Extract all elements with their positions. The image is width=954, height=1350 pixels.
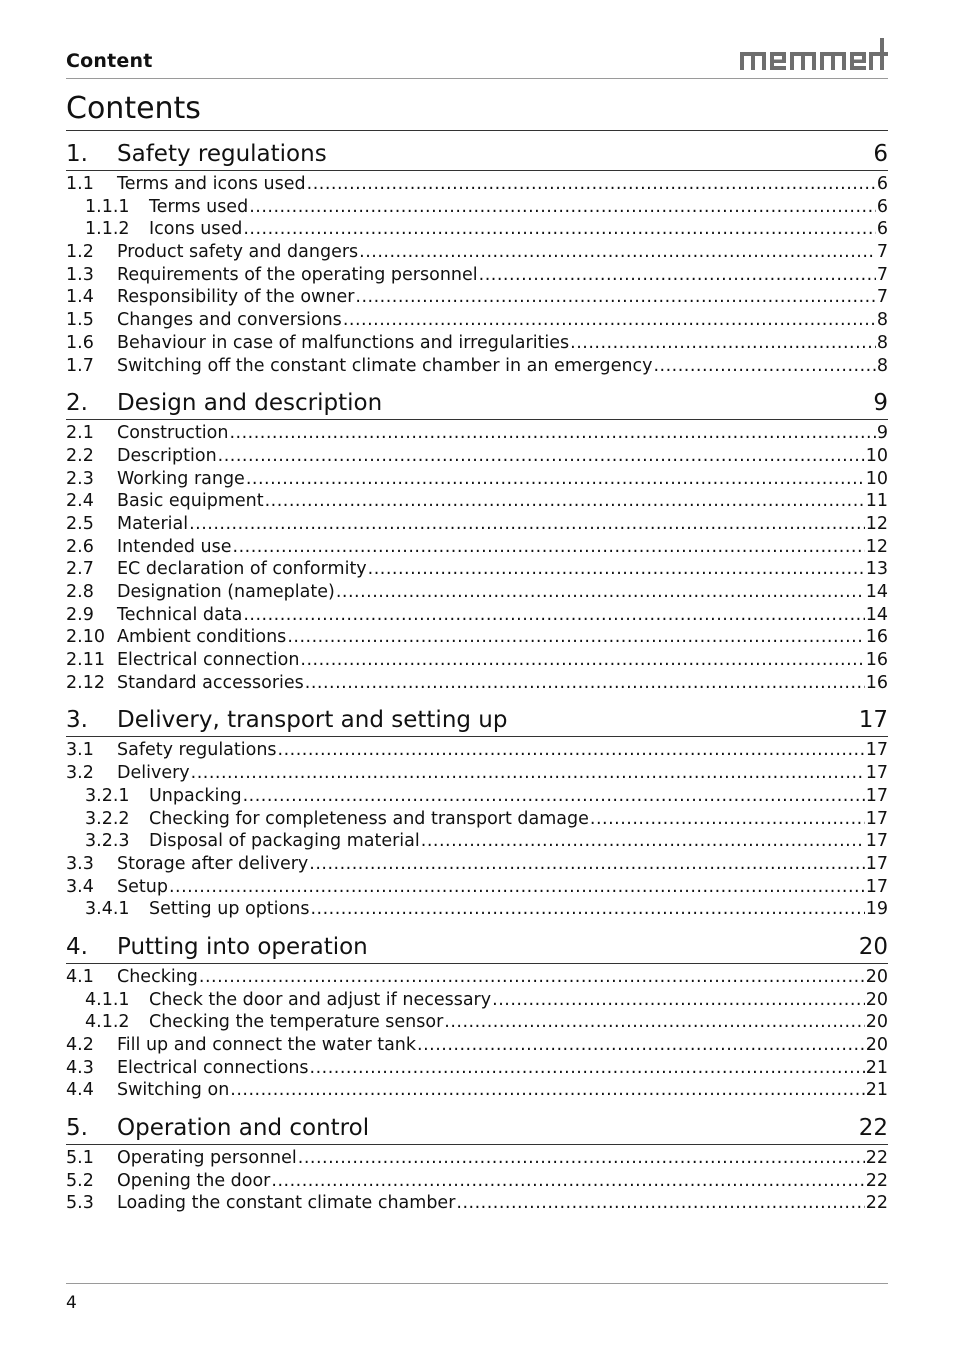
dot-leader (456, 1192, 864, 1215)
chapter-page: 17 (858, 707, 888, 734)
entry-title: Standard accessories (117, 672, 304, 693)
entry-page: 19 (865, 899, 888, 920)
toc-chapter (66, 704, 888, 921)
entry-page: 8 (876, 332, 888, 353)
entry-title: Opening the door (117, 1170, 271, 1191)
entry-number: 2.9 (66, 604, 94, 625)
entry-page: 12 (865, 513, 888, 534)
dot-leader (230, 1079, 864, 1102)
dot-leader (305, 672, 865, 695)
entry-page: 11 (865, 491, 888, 512)
dot-leader (570, 332, 876, 355)
toc-entry[interactable] (66, 264, 888, 287)
entry-number: 2.7 (66, 559, 94, 580)
dot-leader (336, 581, 865, 604)
entry-title: Disposal of packaging material (149, 831, 420, 852)
dot-leader (271, 1170, 864, 1193)
entry-page: 17 (865, 785, 888, 806)
toc-entry[interactable] (66, 468, 888, 491)
entry-number: 3.4 (66, 876, 94, 897)
dot-leader (310, 898, 864, 921)
toc-entry[interactable] (66, 1057, 888, 1080)
toc-chapter (66, 931, 888, 1102)
entry-title: Operating personnel (117, 1148, 297, 1169)
entry-number: 2.6 (66, 536, 94, 557)
chapter-heading[interactable] (66, 704, 888, 737)
entry-page: 13 (865, 559, 888, 580)
toc-entry[interactable] (66, 876, 888, 899)
entry-page: 17 (865, 831, 888, 852)
dot-leader (309, 853, 864, 876)
entry-title: Switching on (117, 1080, 230, 1101)
dot-leader (310, 1057, 865, 1080)
entry-page: 6 (876, 219, 888, 240)
chapter-title: Putting into operation (117, 933, 368, 960)
chapter-heading[interactable] (66, 931, 888, 964)
entry-title: Terms used (149, 196, 249, 217)
entry-page: 17 (865, 853, 888, 874)
entry-page: 7 (876, 242, 888, 263)
entry-page: 10 (865, 468, 888, 489)
chapter-heading[interactable] (66, 387, 888, 420)
chapter-heading[interactable] (66, 1112, 888, 1145)
entry-title: Setting up options (149, 899, 310, 920)
entry-page: 7 (876, 287, 888, 308)
entry-title: Safety regulations (117, 740, 277, 761)
entry-page: 17 (865, 740, 888, 761)
dot-leader (359, 241, 876, 264)
entry-page: 8 (876, 310, 888, 331)
entry-number: 1.2 (66, 242, 94, 263)
entry-page: 14 (865, 604, 888, 625)
entry-number: 1.5 (66, 310, 94, 331)
entry-number: 4.1.1 (85, 989, 130, 1010)
dot-leader (218, 445, 865, 468)
entry-page: 20 (865, 966, 888, 987)
toc-entry[interactable] (66, 853, 888, 876)
entry-title: Electrical connections (117, 1057, 309, 1078)
dot-leader (278, 739, 865, 762)
chapter-heading[interactable] (66, 138, 888, 171)
entry-title: Checking the temperature sensor (149, 1012, 444, 1033)
dot-leader (355, 286, 875, 309)
entry-page: 16 (865, 650, 888, 671)
entry-page: 20 (865, 1035, 888, 1055)
entry-number: 5.3 (66, 1193, 94, 1214)
entry-number: 2.11 (66, 650, 105, 671)
entry-page: 7 (876, 264, 888, 285)
entry-page: 20 (865, 989, 888, 1010)
dot-leader (243, 785, 865, 808)
entry-title: Check the door and adjust if necessary (149, 989, 492, 1010)
entry-title: Switching off the constant climate chamber in an emergency (117, 355, 653, 376)
entry-title: Electrical connection (117, 650, 300, 671)
toc-entry[interactable] (66, 672, 888, 695)
dot-leader (444, 1011, 864, 1034)
chapter-title: Safety regulations (117, 141, 327, 167)
chapter-page: 20 (858, 933, 888, 960)
entry-page: 17 (865, 876, 888, 897)
entry-title: Fill up and connect the water tank (117, 1035, 417, 1055)
entry-page: 6 (876, 174, 888, 194)
entry-page: 22 (865, 1170, 888, 1191)
entry-title: EC declaration of conformity (117, 559, 367, 580)
entry-number: 2.12 (66, 672, 105, 693)
entry-title: Construction (117, 423, 229, 444)
entry-number: 4.2 (66, 1035, 94, 1055)
entry-page: 21 (865, 1080, 888, 1101)
entry-title: Loading the constant climate chamber (117, 1193, 456, 1214)
toc-chapter (66, 138, 888, 377)
chapter-page: 22 (858, 1115, 888, 1142)
entry-number: 3.2.2 (85, 808, 130, 829)
chapter-page: 9 (873, 390, 888, 417)
entry-title: Material (117, 513, 189, 534)
entry-page: 17 (865, 808, 888, 829)
entry-title: Product safety and dangers (117, 242, 359, 263)
toc-entry[interactable] (66, 581, 888, 604)
memmert-logo (738, 36, 888, 80)
entry-page: 12 (865, 536, 888, 557)
dot-leader (191, 762, 865, 785)
toc-entry[interactable] (66, 785, 888, 808)
toc-entry[interactable] (66, 898, 888, 921)
dot-leader (298, 1147, 865, 1170)
entry-page: 17 (865, 763, 888, 784)
entry-number: 4.1.2 (85, 1012, 130, 1033)
dot-leader (421, 830, 865, 853)
toc-chapter (66, 1112, 888, 1215)
page-number: 4 (66, 1293, 77, 1313)
entry-title: Behaviour in case of malfunctions and irregularities (117, 332, 570, 353)
chapter-title: Delivery, transport and setting up (117, 707, 508, 734)
entry-page: 20 (865, 1012, 888, 1033)
chapter-number: 3. (66, 707, 88, 734)
entry-number: 2.4 (66, 491, 94, 512)
toc-entry[interactable] (66, 536, 888, 559)
entry-number: 4.1 (66, 966, 94, 987)
toc-entry[interactable] (66, 490, 888, 513)
entry-number: 3.2.3 (85, 831, 130, 852)
toc-entry[interactable] (66, 762, 888, 785)
entry-page: 21 (865, 1057, 888, 1078)
toc-entry[interactable] (66, 218, 888, 241)
entry-number: 5.2 (66, 1170, 94, 1191)
entry-number: 3.3 (66, 853, 94, 874)
entry-page: 10 (865, 445, 888, 466)
entry-number: 3.4.1 (85, 899, 130, 920)
entry-number: 2.8 (66, 582, 94, 602)
toc-entry[interactable] (66, 830, 888, 853)
dot-leader (653, 355, 875, 378)
entry-number: 1.1.1 (85, 196, 130, 217)
dot-leader (229, 422, 875, 445)
entry-page: 9 (876, 423, 888, 444)
toc-entry[interactable] (66, 739, 888, 762)
entry-number: 2.5 (66, 513, 94, 534)
dot-leader (246, 468, 865, 491)
dot-leader (249, 196, 876, 219)
dot-leader (307, 173, 876, 196)
entry-title: Delivery (117, 763, 190, 784)
entry-title: Checking (117, 966, 198, 987)
chapter-title: Operation and control (117, 1115, 370, 1142)
dot-leader (492, 989, 865, 1012)
entry-number: 2.3 (66, 468, 94, 489)
entry-title: Requirements of the operating personnel (117, 264, 478, 285)
toc-entry[interactable] (66, 626, 888, 649)
entry-number: 2.1 (66, 423, 94, 444)
entry-title: Working range (117, 468, 245, 489)
toc-entry[interactable] (66, 558, 888, 581)
entry-title: Designation (nameplate) (117, 582, 335, 602)
chapter-number: 5. (66, 1115, 88, 1142)
dot-leader (199, 966, 865, 989)
entry-number: 2.2 (66, 445, 94, 466)
entry-title: Changes and conversions (117, 310, 342, 331)
dot-leader (287, 626, 864, 649)
page-header (66, 36, 888, 79)
entry-page: 8 (876, 355, 888, 376)
toc-entry[interactable] (66, 1079, 888, 1102)
dot-leader (590, 808, 865, 831)
dot-leader (479, 264, 876, 287)
entry-title: Intended use (117, 536, 232, 557)
toc-entry[interactable] (66, 196, 888, 219)
dot-leader (243, 604, 864, 627)
entry-title: Basic equipment (117, 491, 264, 512)
toc-entry[interactable] (66, 966, 888, 989)
chapter-title: Design and description (117, 390, 383, 417)
toc-entry[interactable] (66, 649, 888, 672)
toc-entry[interactable] (66, 241, 888, 264)
entry-number: 3.2 (66, 763, 94, 784)
entry-title: Unpacking (149, 785, 242, 806)
toc-entry[interactable] (66, 286, 888, 309)
toc-entry[interactable] (66, 422, 888, 445)
toc-entry[interactable] (66, 445, 888, 468)
toc-entry[interactable] (66, 332, 888, 355)
document-title: Contents (66, 88, 888, 131)
entry-number: 1.6 (66, 332, 94, 353)
dot-leader (300, 649, 864, 672)
entry-title: Storage after delivery (117, 853, 309, 874)
entry-page: 6 (876, 196, 888, 217)
entry-number: 3.1 (66, 740, 94, 761)
toc-entry[interactable] (66, 1034, 888, 1057)
chapter-number: 2. (66, 390, 88, 417)
entry-title: Setup (117, 876, 168, 897)
dot-leader (169, 876, 865, 899)
toc-chapter (66, 387, 888, 694)
toc-entry[interactable] (66, 808, 888, 831)
entry-page: 22 (865, 1148, 888, 1169)
chapter-number: 1. (66, 141, 88, 167)
entry-title: Checking for completeness and transport damage (149, 808, 589, 829)
dot-leader (368, 558, 865, 581)
entry-number: 1.3 (66, 264, 94, 285)
toc-entry[interactable] (66, 309, 888, 332)
entry-title: Ambient conditions (117, 627, 287, 648)
dot-leader (343, 309, 876, 332)
entry-number: 4.4 (66, 1080, 94, 1101)
toc-entry[interactable] (66, 1192, 888, 1215)
entry-page: 14 (865, 582, 888, 602)
toc-entry[interactable] (66, 513, 888, 536)
entry-title: Terms and icons used (117, 174, 306, 194)
dot-leader (189, 513, 865, 536)
entry-number: 1.1.2 (85, 219, 130, 240)
entry-number: 1.4 (66, 287, 94, 308)
toc-entry[interactable] (66, 355, 888, 378)
entry-number: 3.2.1 (85, 785, 130, 806)
dot-leader (265, 490, 865, 513)
entry-title: Icons used (149, 219, 243, 240)
toc-entry[interactable] (66, 604, 888, 627)
toc-entry[interactable] (66, 1170, 888, 1193)
entry-page: 22 (865, 1193, 888, 1214)
section-label: Content (66, 50, 153, 72)
table-of-contents (66, 138, 888, 1225)
entry-number: 1.1 (66, 174, 94, 194)
entry-number: 5.1 (66, 1148, 94, 1169)
entry-title: Technical data (117, 604, 243, 625)
entry-title: Responsibility of the owner (117, 287, 355, 308)
entry-title: Description (117, 445, 217, 466)
entry-page: 16 (865, 672, 888, 693)
chapter-page: 6 (873, 141, 888, 167)
chapter-number: 4. (66, 933, 88, 960)
dot-leader (233, 536, 865, 559)
entry-number: 4.3 (66, 1057, 94, 1078)
entry-page: 16 (865, 627, 888, 648)
dot-leader (243, 218, 876, 241)
dot-leader (417, 1034, 865, 1057)
entry-number: 2.10 (66, 627, 105, 648)
entry-number: 1.7 (66, 355, 94, 376)
toc-entry[interactable] (66, 1147, 888, 1170)
toc-entry[interactable] (66, 989, 888, 1012)
toc-entry[interactable] (66, 1011, 888, 1034)
footer-rule (66, 1283, 888, 1284)
toc-entry[interactable] (66, 173, 888, 196)
